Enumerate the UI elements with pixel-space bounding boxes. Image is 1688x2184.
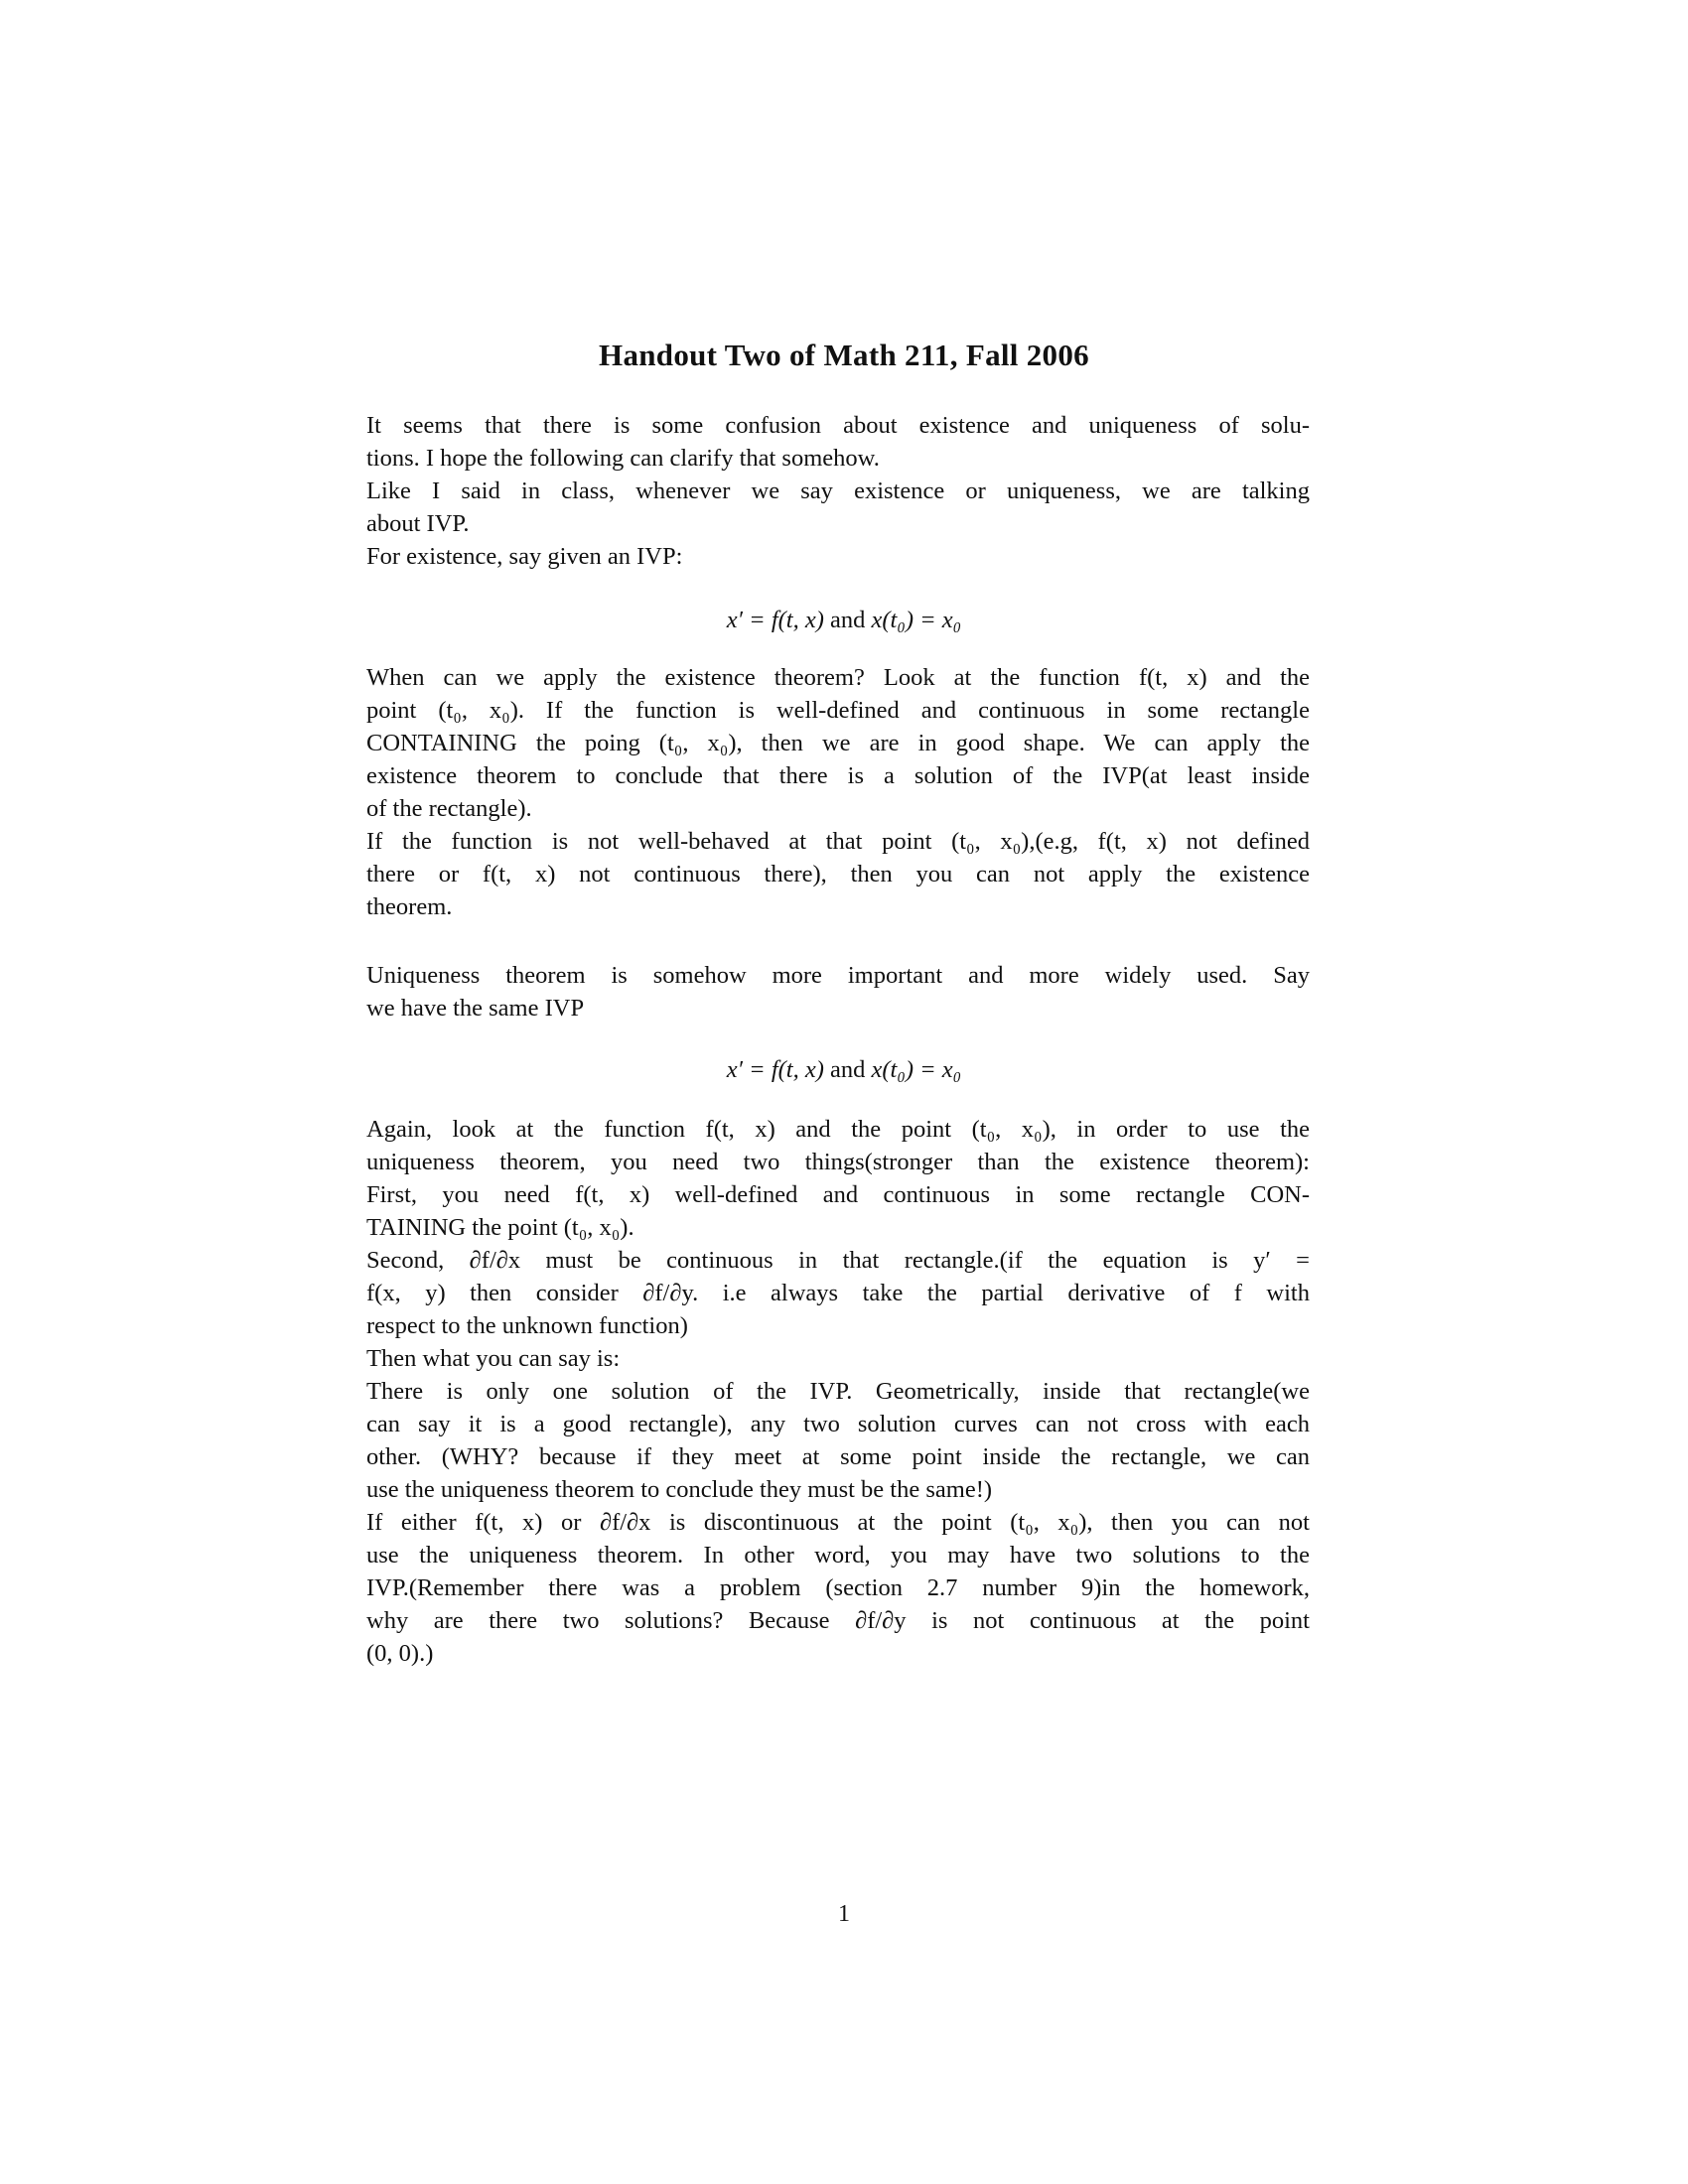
display-equation [0,1053,1688,1086]
page-number: 1 [838,1901,850,1927]
text-line: CONTAINING the poing (t₀, x₀), then we are in good shape. We can apply the [366,730,1310,756]
text-line: If the function is not well-behaved at that point (t₀, x₀),(e.g, f(t, x) not defined [366,828,1310,855]
text-line: For existence, say given an IVP: [366,543,683,570]
text-line: existence theorem to conclude that there is a solution of the IVP(at least inside [366,762,1310,789]
text-line: First, you need f(t, x) well-defined and continuous in some rectangle CON- [366,1181,1310,1208]
text-line: tions. I hope the following can clarify that somehow. [366,445,880,472]
text-line: Uniqueness theorem is somehow more important and more widely used. Say [366,962,1310,989]
text-line: there or f(t, x) not continuous there), then you can not apply the existence [366,861,1310,887]
text-line: use the uniqueness theorem. In other word, you may have two solutions to the [366,1542,1310,1569]
text-line: can say it is a good rectangle), any two solution curves can not cross with each [366,1411,1310,1437]
text-line: other. (WHY? because if they meet at some point inside the rectangle, we can [366,1443,1310,1470]
text-line: Then what you can say is: [366,1345,621,1372]
equation-connector: and [823,607,872,633]
text-line: Second, ∂f/∂x must be continuous in that rectangle.(if the equation is y′ = [366,1247,1310,1274]
text-line: theorem. [366,893,453,920]
equation-rhs: x(t₀) = x₀ [871,607,962,633]
text-line: use the uniqueness theorem to conclude they must be the same!) [366,1476,993,1503]
text-line: Like I said in class, whenever we say existence or uniqueness, we are talking [366,478,1310,504]
text-line: Again, look at the function f(t, x) and the point (t₀, x₀), in order to use the [366,1116,1310,1143]
text-line: There is only one solution of the IVP. Geometrically, inside that rectangle(we [366,1378,1310,1405]
text-line: why are there two solutions? Because ∂f/∂y is not continuous at the point [366,1607,1310,1634]
text-line: of the rectangle). [366,795,532,822]
text-line: about IVP. [366,510,470,537]
text-line: f(x, y) then consider ∂f/∂y. i.e always take the partial derivative of f with [366,1280,1310,1306]
document-title: Handout Two of Math 211, Fall 2006 [599,338,1089,372]
text-line: It seems that there is some confusion about existence and uniqueness of solu- [366,412,1310,439]
text-line: point (t₀, x₀). If the function is well-defined and continuous in some rectangle [366,697,1310,724]
text-line: If either f(t, x) or ∂f/∂x is discontinuous at the point (t₀, x₀), then you can not [366,1509,1310,1536]
text-line: we have the same IVP [366,995,585,1022]
text-line: When can we apply the existence theorem? Look at the function f(t, x) and the [366,664,1310,691]
text-line: uniqueness theorem, you need two things(stronger than the existence theorem): [366,1149,1310,1175]
text-line: TAINING the point (t₀, x₀). [366,1214,634,1241]
equation-connector: and [823,1056,872,1083]
equation-rhs: x(t₀) = x₀ [871,1056,962,1083]
text-line: (0, 0).) [366,1640,434,1667]
equation-lhs: x′ = f(t, x) [726,607,824,633]
text-line: IVP.(Remember there was a problem (section 2.7 number 9)in the homework, [366,1574,1310,1601]
display-equation [0,604,1688,636]
equation-lhs: x′ = f(t, x) [726,1056,824,1083]
text-line: respect to the unknown function) [366,1312,688,1339]
